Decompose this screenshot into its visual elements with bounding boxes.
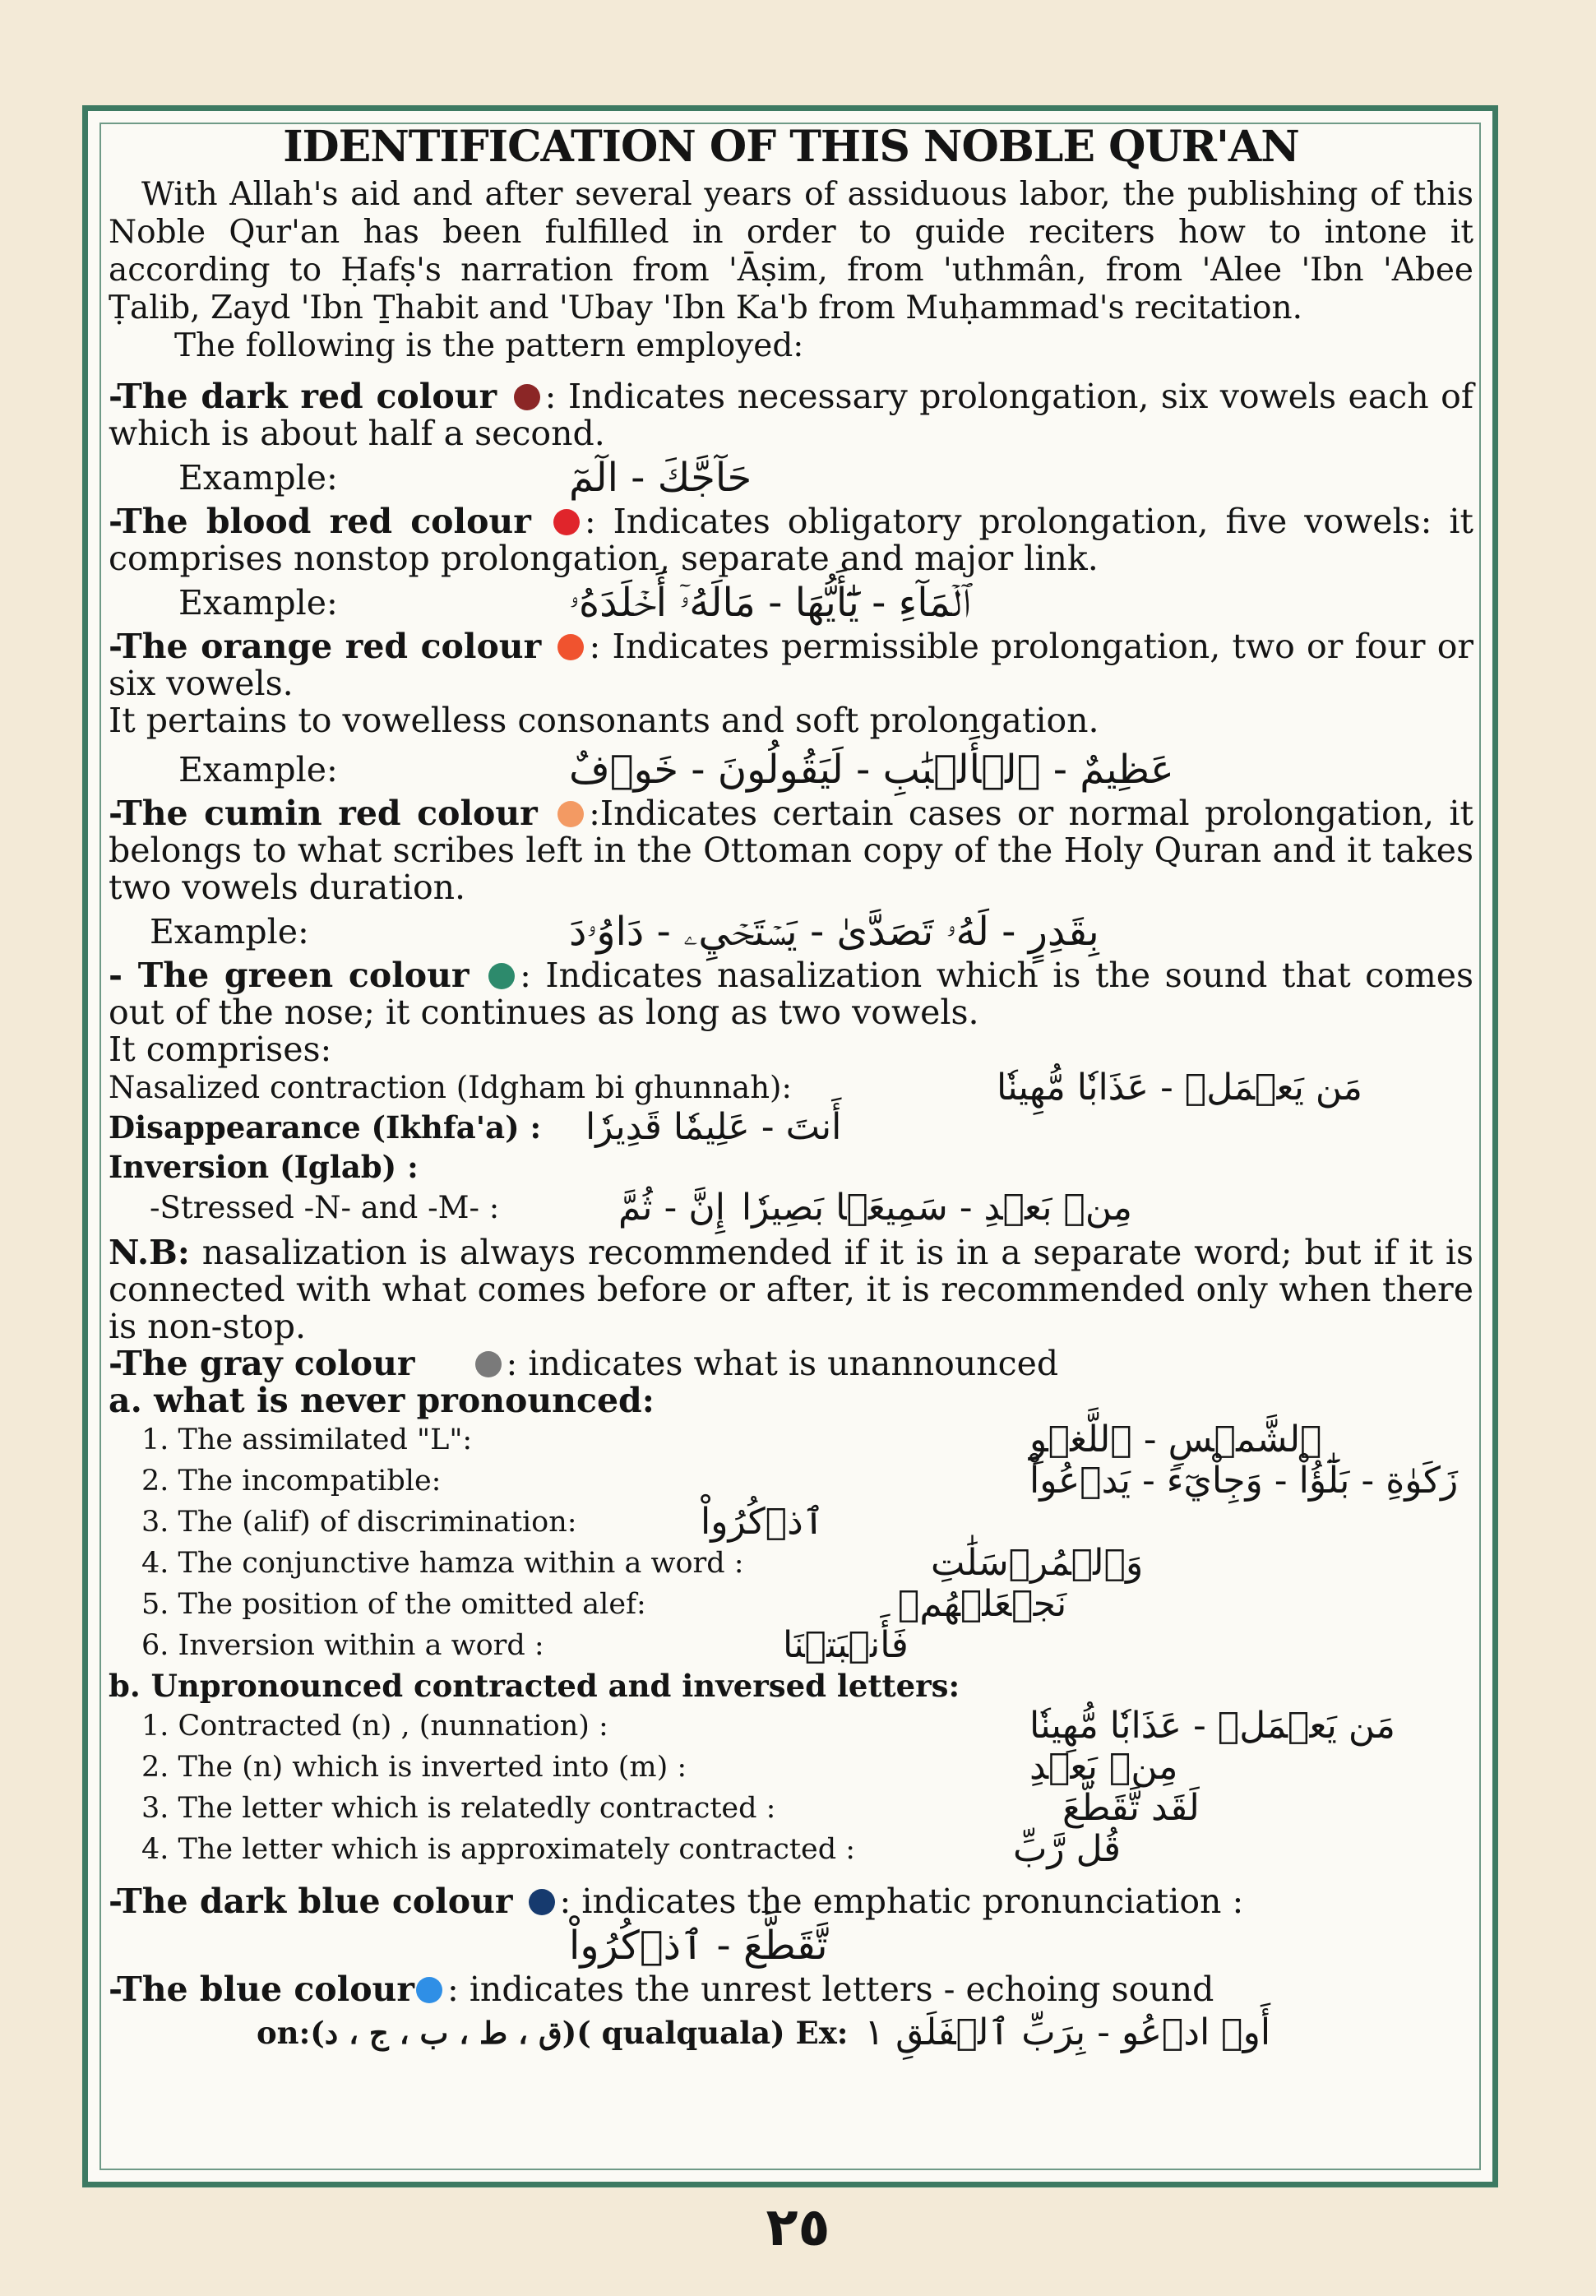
example-label: Example: [178,749,338,789]
gray-a-item [109,1543,1473,1584]
nb-text: nasalization is always recommended if it is in a separate word; but if it is connected with what comes before or after, it is recommended only when there is non-stop. [109,1233,1473,1346]
gray-b-item [109,1829,1473,1870]
gray-b-item [109,1788,1473,1829]
blue-heading: -The blue colour [109,1970,414,2009]
dark-red-section [109,378,1473,452]
gray-b-item-arabic: لَقَد تَّقَطَّعَ [1062,1787,1200,1829]
blood-red-dot [553,509,580,535]
page-content [109,123,1473,2163]
intro-pattern: The following is the pattern employed: [174,327,804,364]
nb-section [109,1234,1473,1345]
intro-paragraph: With Allah's aid and after several years of assiduous labor, the publishing of this Noble Qur'an has been fulfilled in order to guide reciters how to intone it according to Ḥafṣ's narration from 'Āṣim, from 'uthmân, from 'Alee 'Ibn 'Abee Ṭalib, Zayd 'Ibn Ṯhabit and 'Ubay 'Ibn Ka'b from Muḥammad's recitation. [109,176,1473,326]
gray-a-item [109,1502,1473,1543]
green-item [109,1108,1473,1147]
gray-text: : indicates what is unannounced [506,1344,1059,1383]
green-item-arabic: مَن يَعۡمَلۡ - عَذَابٗا مُّهِينٗا [997,1067,1362,1109]
green-item [109,1187,1473,1229]
green-comprises: It comprises: [109,1030,332,1069]
gray-a-item [109,1460,1473,1502]
orange-red-example [109,744,1473,795]
gray-a-heading: a. what is never pronounced: [109,1381,655,1420]
page-number: ٢٥ [766,2197,830,2258]
gray-a-item [109,1625,1473,1666]
gray-b-item-arabic: قُل رَّبِّ [1013,1828,1122,1870]
green-item-label: Disappearance (Ikhfa'a) : [109,1109,542,1146]
green-item-arabic: مِنۢ بَعۡدِ - سَمِيعَۢا بَصِيرٗا [741,1187,1132,1229]
gray-b-item-label: 1. Contracted (n) , (nunnation) : [141,1709,608,1743]
dark-red-text: : Indicates necessary prolongation, six vowels each of which is about half a second. [109,377,1473,453]
blood-red-section [109,503,1473,577]
gray-b-heading: b. Unpronounced contracted and inversed letters: [109,1668,960,1704]
gray-a-item-label: 1. The assimilated "L": [141,1423,473,1456]
green-item-label: Inversion (Iglab) : [109,1149,419,1185]
blood-red-example [109,577,1473,628]
orange-red-dot [557,634,584,660]
cumin-red-heading: -The cumin red colour [109,794,538,833]
gray-b-item-arabic: مَن يَعۡمَلۡ - عَذَابٗا مُّهِينٗا [1029,1705,1395,1747]
gray-a-item-label: 3. The (alif) of discrimination: [141,1505,577,1539]
dark-blue-text: : indicates the emphatic pronunciation : [559,1882,1244,1921]
green-item [109,1147,1473,1187]
blood-red-arabic: ٱلۡمَآءِ - يَٰٓأَيُّهَا - مَالَهُۥٓ أَخۡلَدَهُۥ [569,580,971,626]
gray-a-item-label: 5. The position of the omitted alef: [141,1587,646,1621]
orange-red-text: : Indicates permissible prolongation, two or four or six vowels. [109,627,1473,703]
green-heading: - The green colour [109,956,470,995]
blue-section [109,1971,1473,2008]
gray-section [109,1345,1473,1382]
gray-a-item [109,1584,1473,1625]
example-label: Example: [150,911,309,951]
gray-a-item-arabic: نَجۡعَلۡهُمۡ [898,1583,1067,1625]
gray-b-item [109,1747,1473,1788]
cumin-red-arabic: بِقَدِرٍ - لَهُۥ تَصَدَّىٰ - يَسۡتَحۡيِۦ - دَاوُۥدَ [569,909,1099,955]
green-item-arabic: إِنَّ - ثُمَّ [618,1187,725,1229]
gray-a-item-arabic: زَكَوٰةِ - بَلَٰٓؤُاْ - وَجِاْيٓءَ - يَدۡعُواْ [1029,1460,1459,1502]
green-section [109,957,1473,1031]
nb-heading: N.B: [109,1233,190,1272]
orange-red-arabic: عَظِيمٌ - ٱلۡأَلۡبَٰبِ - لَيَقُولُونَ - خَوۡفٌ [569,747,1174,793]
dark-blue-heading: -The dark blue colour [109,1882,513,1921]
green-item-arabic: أَنتَ - عَلِيمٗا قَدِيرٗا [585,1106,842,1148]
blue-dot [416,1977,442,2003]
gray-heading: -The gray colour [109,1344,415,1383]
orange-red-section [109,628,1473,702]
page-title: IDENTIFICATION OF THIS NOBLE QUR'AN [283,122,1299,172]
dark-red-arabic: حَآجَّكَ - الٓمٓ [569,455,752,501]
blood-red-text: : Indicates obligatory prolongation, five vowels: it comprises nonstop prolongation, separate and major link. [109,502,1473,578]
gray-a-item-arabic: ٱلشَّمۡسِ - ٱللَّغۡوِ [1029,1419,1322,1460]
green-dot [488,963,515,989]
blue-example [109,2008,1473,2058]
green-item [109,1068,1473,1108]
gray-dot [475,1351,502,1377]
example-label: Example: [178,457,338,498]
blood-red-heading: -The blood red colour [109,502,531,541]
dark-blue-arabic: تَّقَطَّعَ - ٱذۡكُرُواْ [569,1923,828,1969]
gray-a-item-arabic: فَأَنۢبَتۡنَا [783,1624,909,1666]
orange-red-heading: -The orange red colour [109,627,542,666]
dark-blue-example [109,1920,1473,1971]
gray-a-item-label: 6. Inversion within a word : [141,1628,544,1662]
dark-blue-dot [529,1889,555,1915]
gray-b-item [109,1706,1473,1747]
cumin-red-text: :Indicates certain cases or normal prolongation, it belongs to what scribes left in the Ottoman copy of the Holy Quran and it takes two vowels duration. [109,794,1473,907]
dark-red-example [109,452,1473,503]
gray-a-item-label: 4. The conjunctive hamza within a word : [141,1546,744,1580]
gray-b-item-label: 4. The letter which is approximately contracted : [141,1832,856,1866]
dark-red-dot [514,384,540,410]
cumin-red-dot [557,801,584,827]
green-item-label: Nasalized contraction (Idgham bi ghunnah): [109,1070,792,1105]
gray-a-item [109,1419,1473,1460]
gray-b-item-label: 2. The (n) which is inverted into (m) : [141,1750,687,1784]
blue-arabic: أَوۡ ادۡعُو - بِرَبِّ ٱلۡفَلَقِ ١ [864,2011,1271,2053]
dark-blue-section [109,1883,1473,1920]
green-item-label: -Stressed -N- and -M- : [150,1190,500,1225]
green-text: : Indicates nasalization which is the sound that comes out of the nose; it continues as long as two vowels. [109,956,1473,1032]
orange-red-text-2: It pertains to vowelless consonants and soft prolongation. [109,701,1099,740]
cumin-red-example [109,906,1473,957]
blue-line-2: on:(ق ، ط ، ب ، ج ، د)( qualquala) Ex: [257,2015,849,2051]
cumin-red-section [109,795,1473,906]
gray-a-item-label: 2. The incompatible: [141,1464,442,1497]
dark-red-heading: -The dark red colour [109,377,497,416]
gray-b-item-arabic: مِنۢ بَعۡدِ [1029,1746,1178,1788]
gray-a-item-arabic: ٱذۡكُرُواْ [701,1501,825,1543]
gray-a-item-arabic: وَٱلۡمُرۡسَلَٰتِ [931,1542,1144,1584]
example-label: Example: [178,582,338,623]
gray-b-item-label: 3. The letter which is relatedly contracted : [141,1791,776,1825]
blue-text: : indicates the unrest letters - echoing sound [446,1970,1214,2009]
